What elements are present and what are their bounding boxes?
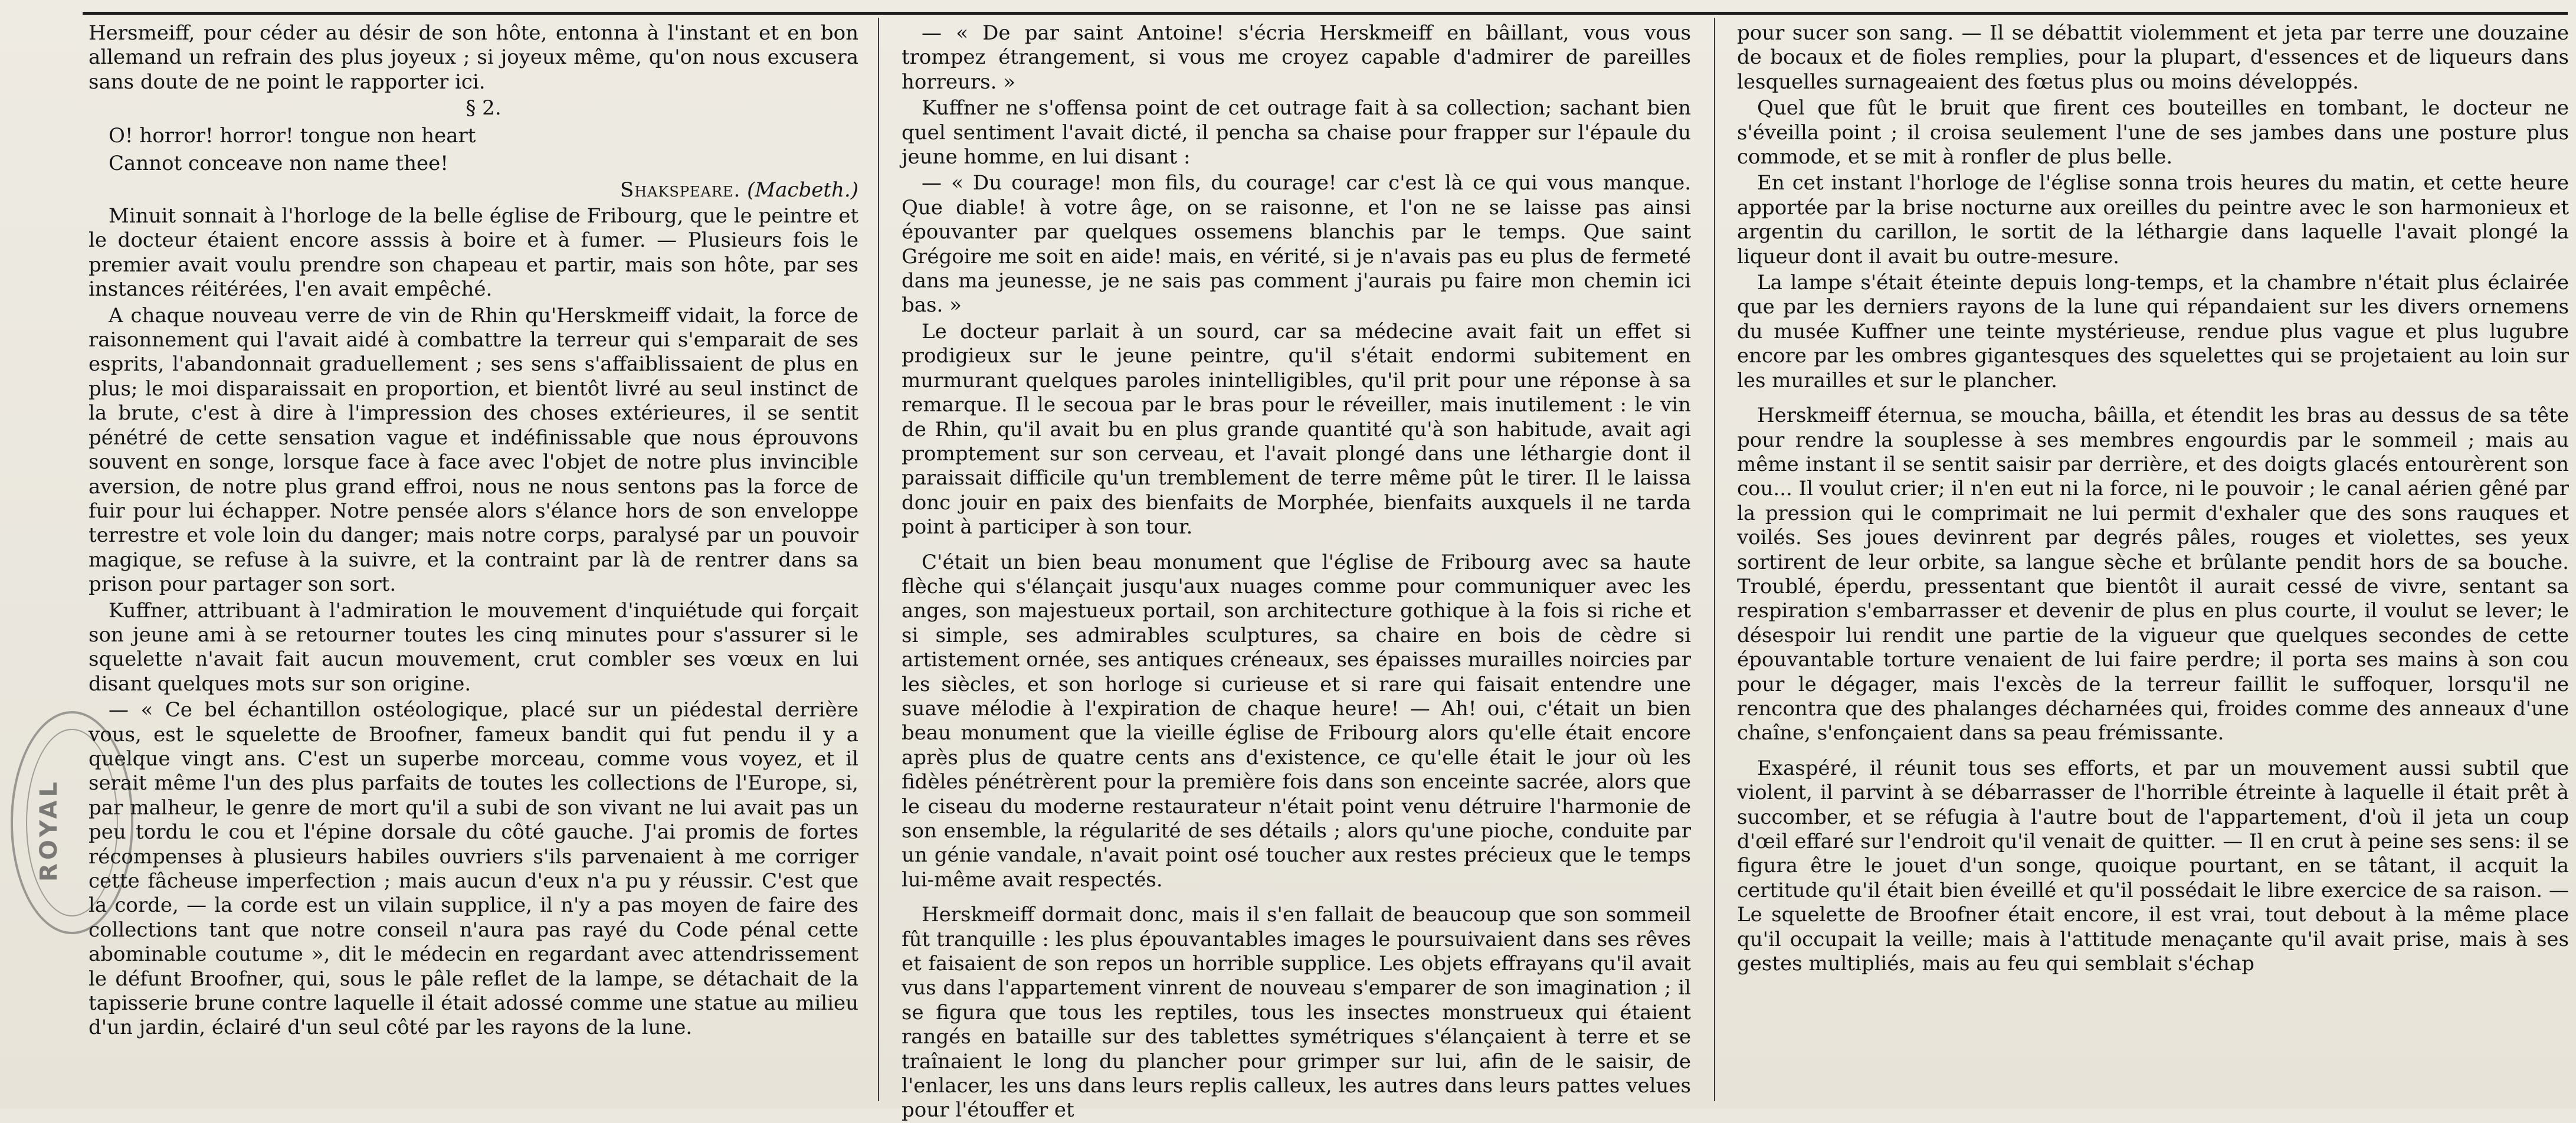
paragraph: Kuffner, attribuant à l'admiration le mouvement d'inquiétude qui forçait son jeune ami à se retourner toutes les cinq minutes pour s'assurer si le squelette n'avait fait aucun mouvement, crut combler ses vœux en lui disant quelques mots sur son origine. [89, 598, 858, 696]
epigraph-line-1: O! horror! horror! tongue non heart [109, 123, 476, 148]
column-1 [89, 21, 858, 1101]
epigraph-author: Shakspeare. [620, 178, 741, 202]
paragraph: — « Du courage! mon fils, du courage! car c'est là ce qui vous manque. Que diable! à votre âge, on se raisonne, et l'on ne se laisse pas ainsi épouvanter par quelques ossemens blanchis par le temps. Que saint Grégoire me soit en aide! mais, en vérité, si je n'avais pas eu plus de fermeté dans ma jeunesse, je ne sais pas comment j'aurais pu faire mon chemin ici bas. » [902, 171, 1691, 317]
paragraph: Kuffner ne s'offensa point de cet outrage fait à sa collection; sachant bien quel sentiment l'avait dicté, il pencha sa chaise pour frapper sur l'épaule du jeune homme, en lui disant : [902, 96, 1691, 169]
paragraph: Le docteur parlait à un sourd, car sa médecine avait fait un effet si prodigieux sur le jeune peintre, qu'il s'était endormi subitement en murmurant quelques paroles inintelligibles, qu'il prit pour une réponse à sa remarque. Il le secoua par le bras pour le réveiller, mais inutilement : le vin de Rhin, qu'il avait bu en plus grande quantité qu'à son habitude, avait agi promptement sur son cerveau, et l'avait plongé dans une léthargie dont il paraissait difficile qu'un tremblement de terre même pût le tirer. Il le laissa donc jouir en paix des bienfaits de Morphée, bienfaits auxquels il ne tarda point à participer à son tour. [902, 319, 1691, 539]
paragraph: En cet instant l'horloge de l'église sonna trois heures du matin, et cette heure apportée par la brise nocturne aux oreilles du peintre avec le son harmonieux et argentin du carillon, le sortit de la léthargie dans laquelle l'avait plongé la liqueur dont il avait bu outre-mesure. [1737, 171, 2569, 269]
paragraph: A chaque nouveau verre de vin de Rhin qu'Herskmeiff vidait, la force de raisonnement qui l'avait aidé à combattre la terreur qui s'emparait de ses esprits, l'abandonnait graduellement ; ses sens s'affaiblissaient de plus en plus; le moi disparaissait en proportion, et bientôt livré au seul instinct de la brute, c'est à dire à l'impression des choses extérieures, il se sentit pénétré de cette sensation vague et indéfinissable que nous éprouvons souvent en songe, lorsque face à face avec l'objet de notre plus invincible aversion, de notre plus grand effroi, nous ne nous sentons pas la force de fuir pour lui échapper. Notre pensée alors s'élance hors de son enveloppe terrestre et vole loin du danger; mais notre corps, paralysé par un pouvoir magique, se refuse à la suivre, et la contraint par là de rentrer dans sa prison pour partager son sort. [89, 303, 858, 597]
stamp-text: ROYAL [35, 778, 63, 882]
column-rule-2 [1714, 18, 1715, 1101]
section-heading: § 2. [466, 96, 502, 120]
top-rule [83, 12, 2568, 15]
paragraph: Quel que fût le bruit que firent ces bouteilles en tombant, le docteur ne s'éveilla point ; il croisa seulement l'une de ses jambes dans une posture plus commode, et se mit à ronfler de plus belle. [1737, 96, 2569, 169]
paragraph: Hersmeiff, pour céder au désir de son hôte, entonna à l'instant et en bon allemand un refrain des plus joyeux ; si joyeux même, qu'on nous excusera sans doute de ne point le rapporter ici. [89, 21, 858, 94]
paragraph: La lampe s'était éteinte depuis long-temps, et la chambre n'était plus éclairée que par les derniers rayons de la lune qui répandaient sur les divers ornemens du musée Kuffner une teinte mystérieuse, rendue plus vague et plus lugubre encore par les ombres gigantesques des squelettes qui se projetaient au loin sur les murailles et sur le plancher. [1737, 271, 2569, 392]
epigraph-work: (Macbeth.) [747, 178, 858, 202]
paragraph: Minuit sonnait à l'horloge de la belle église de Fribourg, que le peintre et le docteur étaient encore asssis à boire et à fumer. — Plusieurs fois le premier avait voulu prendre son chapeau et partir, mais son hôte, par ses instances réitérées, l'en avait empêché. [89, 204, 858, 302]
column-3 [1737, 21, 2569, 1101]
column-2 [902, 21, 1691, 1122]
column-rule-1 [878, 18, 879, 1101]
paragraph: pour sucer son sang. — Il se débattit violemment et jeta par terre une douzaine de bocaux et de fioles remplies, pour la plupart, d'essences et de liqueurs dans lesquelles surnageaient des fœtus plus ou moins développés. [1737, 21, 2569, 94]
paragraph: — « Ce bel échantillon ostéologique, placé sur un piédestal derrière vous, est le squelette de Broofner, fameux bandit qui fut pendu il y a quelque vingt ans. C'est un superbe morceau, comme vous voyez, et il serait même l'un des plus parfaits de toutes les collections de l'Europe, si, par malheur, le genre de mort qu'il a subi de son vivant ne lui avait pas un peu tordu le cou et l'épine dorsale du côté gauche. J'ai promis de fortes récompenses à plusieurs habiles ouvriers s'ils parvenaient à me corriger cette fâcheuse imperfection ; mais aucun d'eux n'a pu y réussir. C'est que la corde, — la corde est un vilain supplice, il n'y a pas moyen de faire des collections tant que notre conseil n'aura pas rayé du Code pénal cette abominable coutume », dit le médecin en regardant avec attendrissement le défunt Broofner, qui, sous le pâle reflet de la lampe, se détachait de la tapisserie brune contre laquelle il était adossé comme une statue au milieu d'un jardin, éclairé d'un seul côté par les rayons de la lune. [89, 698, 858, 1040]
paragraph: Herskmeiff dormait donc, mais il s'en fallait de beaucoup que son sommeil fût tranquille : les plus épouvantables images le poursuivaient dans ses rêves et faisaient de son repos un horrible supplice. Les objets effrayans qu'il avait vus dans l'appartement vinrent de nouveau s'emparer de son imagination ; il se figura que tous les reptiles, tous les insectes monstrueux qui étaient rangés en bataille sur des tablettes symétriques s'élançaient à terre et se traînaient le long du plancher pour grimper sur lui, afin de le saisir, de l'enlacer, les uns dans leurs replis calleux, les autres dans leurs pattes velues pour l'étouffer et [902, 903, 1691, 1122]
paragraph: — « De par saint Antoine! s'écria Herskmeiff en bâillant, vous vous trompez étrangement, si vous me croyez capable d'admirer de pareilles horreurs. » [902, 21, 1691, 94]
paragraph: Herskmeiff éternua, se moucha, bâilla, et étendit les bras au dessus de sa tête pour rendre la souplesse à ses membres engourdis par le sommeil ; mais au même instant il se sentit saisir par derrière, et des doigts glacés entourèrent son cou... Il voulut crier; il n'en eut ni la force, ni le pouvoir ; le canal aérien gêné par la pression qui le comprimait ne lui permit d'exhaler que des sons rauques et voilés. Ses joues devinrent par degrés pâles, rouges et violettes, ses yeux sortirent de leur orbite, sa langue sèche et brûlante pendit hors de sa bouche. Troublé, éperdu, pressentant que bientôt il aurait cessé de vivre, sentant sa respiration s'embarrasser et devenir de plus en plus courte, il voulut se lever; le désespoir lui rendit une partie de la vigueur que quelques secondes de cette épouvantable torture venaient de lui faire perdre; il porta ses mains à son cou pour le dégager, mais l'excès de la terreur faillit le suffoquer, lorsqu'il ne rencontra que des phalanges décharnées qui, froides comme des anneaux d'une chaîne, s'enfonçaient dans sa peau frémissante. [1737, 404, 2569, 745]
paragraph: C'était un bien beau monument que l'église de Fribourg avec sa haute flèche qui s'élançait jusqu'aux nuages comme pour communiquer avec les anges, son majestueux portail, son architecture gothique à la fois si riche et si simple, ses admirables sculptures, sa chaire en bois de cèdre si artistement ornée, ses antiques créneaux, ses épaisses murailles noircies par les siècles, et son horloge si curieuse et si rare qui faisait entendre une suave mélodie à l'expiration de chaque heure! — Ah! oui, c'était un bien beau monument que la vieille église de Fribourg alors qu'elle était encore après plus de quatre cents ans d'existence, ce qu'elle était le jour où les fidèles pénétrèrent pour la première fois dans son enceinte sacrée, alors que le ciseau du moderne restaurateur n'était point venu détruire l'harmonie de son ensemble, la régularité de ses détails ; alors qu'une pioche, conduite par un génie vandale, n'avait point osé toucher aux restes précieux que le temps lui-même avait respectés. [902, 550, 1691, 892]
epigraph-line-2: Cannot conceave non name thee! [109, 151, 448, 175]
epigraph-attribution [89, 178, 858, 202]
paragraph: Exaspéré, il réunit tous ses efforts, et par un mouvement aussi subtil que violent, il parvint à se débarrasser de l'horrible étreinte à laquelle il était prêt à succomber, et se réfugia à l'autre bout de l'appartement, d'où il jeta un coup d'œil effaré sur l'endroit qu'il venait de quitter. — Il en crut à peine ses sens: il se figura être le jouet d'un songe, quoique pourtant, en se tâtant, il acquit la certitude qu'il était bien éveillé et qu'il possédait le libre exercice de sa raison. — Le squelette de Broofner était encore, il est vrai, tout debout à la même place qu'il occupait la veille; mais à l'attitude menaçante qu'il avait prise, mais à ses gestes multipliés, mais au feu qui semblait s'échap [1737, 756, 2569, 976]
